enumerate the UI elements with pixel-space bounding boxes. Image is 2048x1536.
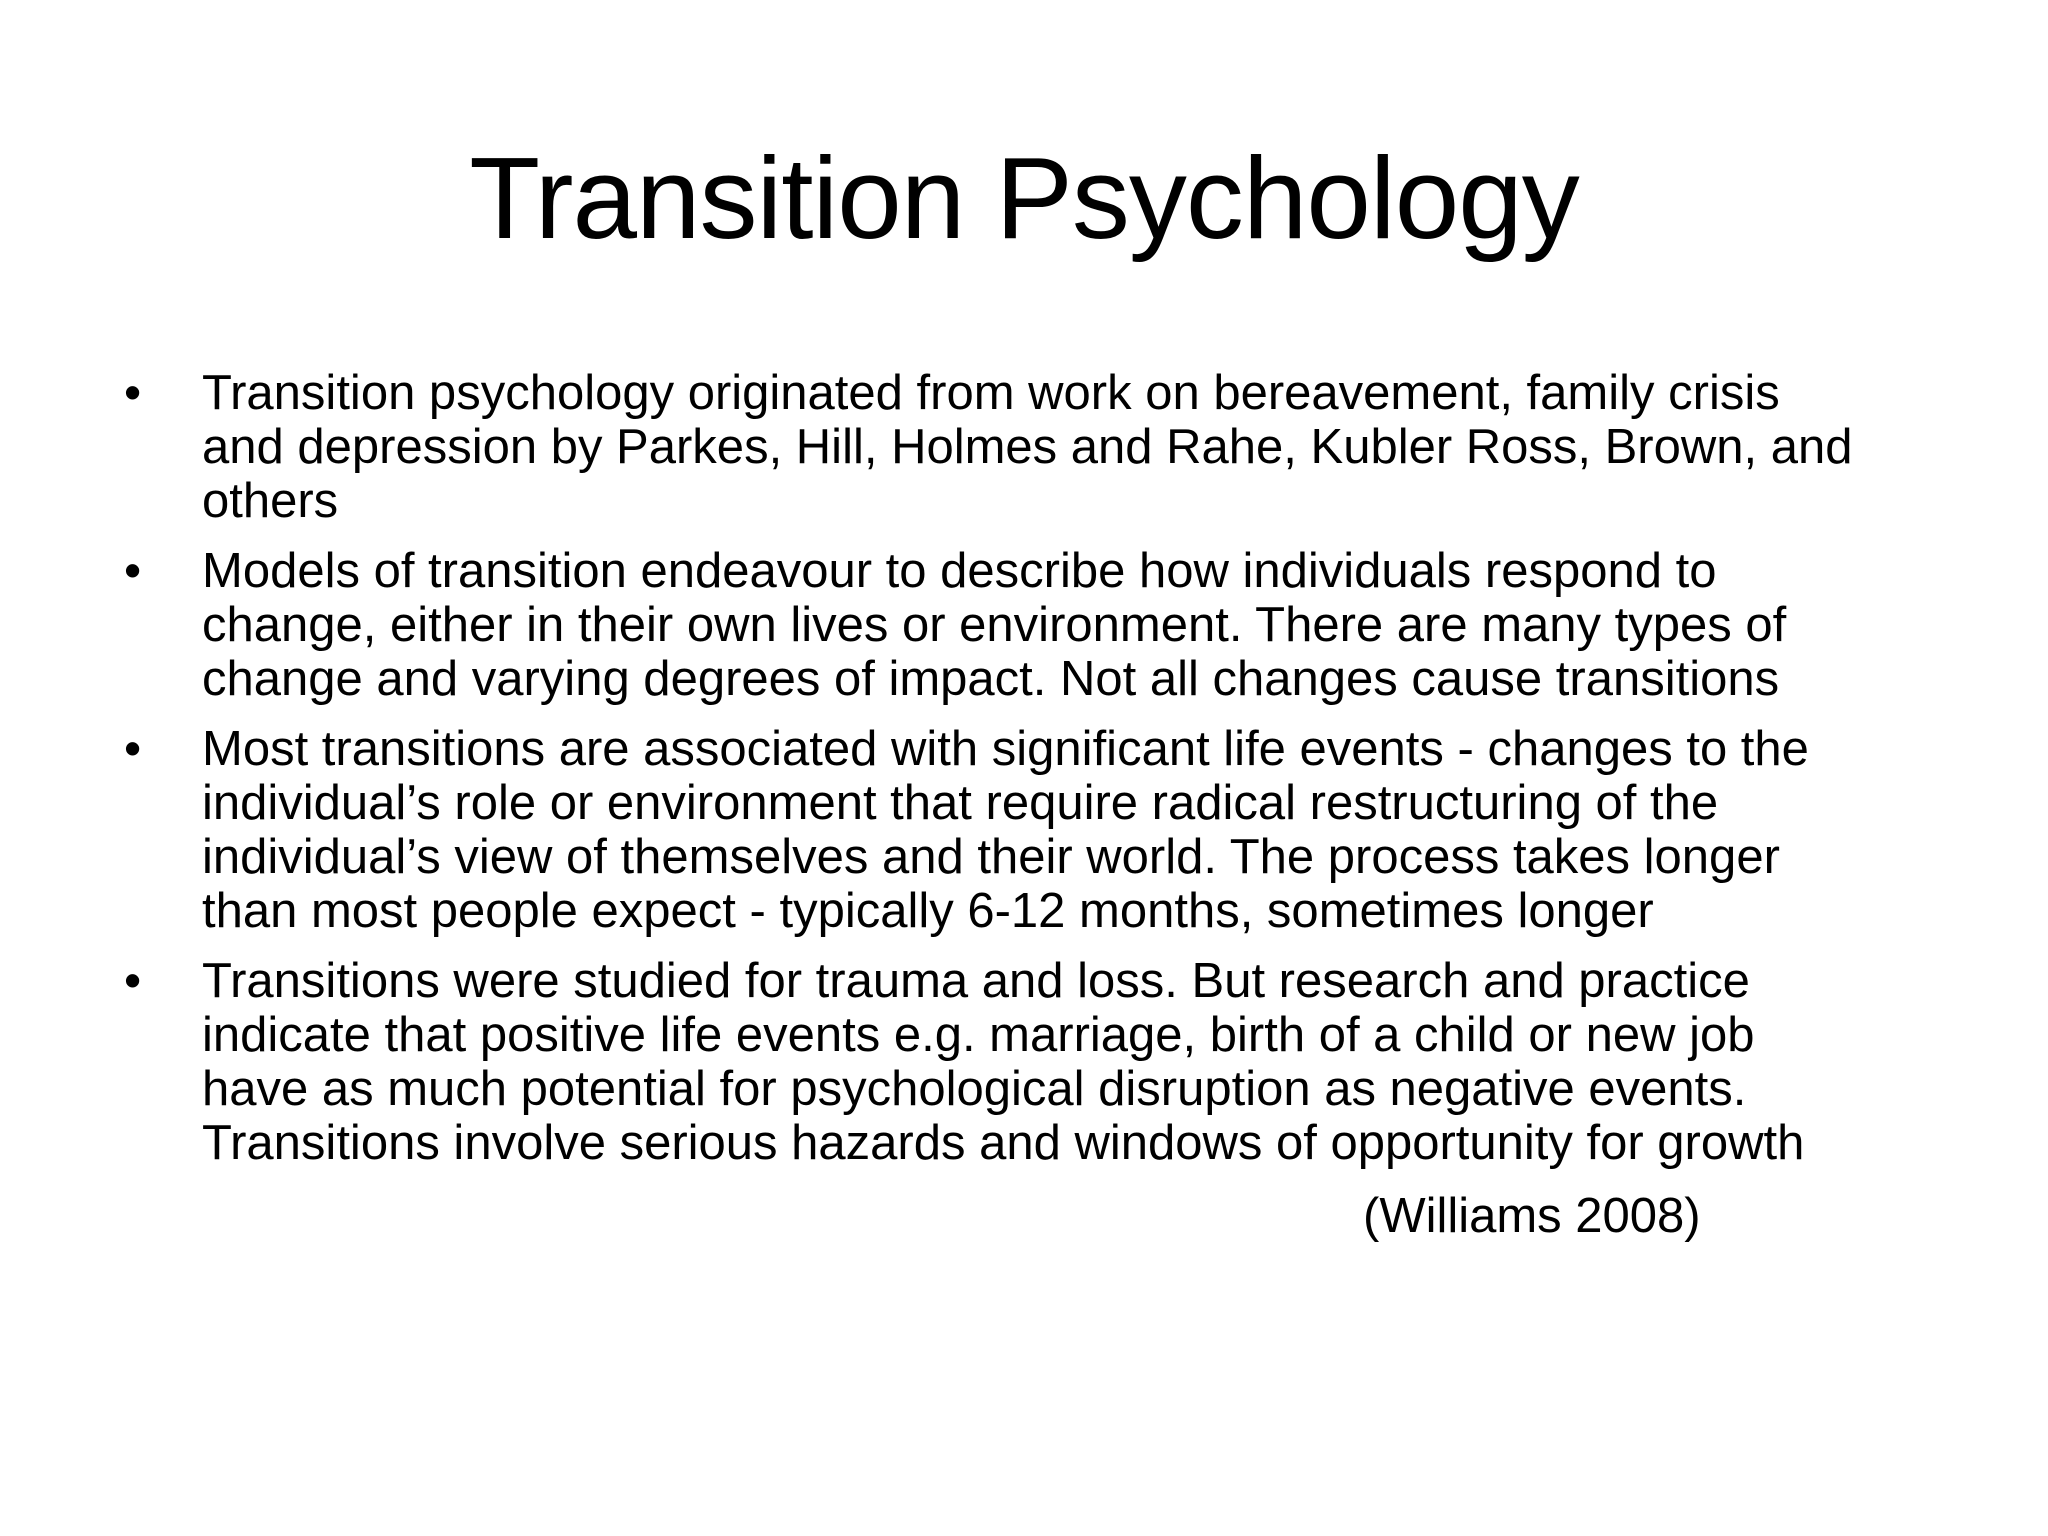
bullet-text-line: change, either in their own lives or environment. There are many types of xyxy=(202,598,1787,652)
citation: (Williams 2008) xyxy=(1363,1189,1701,1243)
slide-title: Transition Psychology xyxy=(469,133,1579,263)
bullet-text-line: Transitions involve serious hazards and windows of opportunity for growth xyxy=(202,1116,1805,1170)
bullet-text-line: individual’s role or environment that require radical restructuring of the xyxy=(202,776,1719,830)
bullet-list xyxy=(118,366,1978,1170)
bullet-text-line: have as much potential for psychological disruption as negative events. xyxy=(202,1062,1747,1116)
bullet-text-line: Transition psychology originated from work on bereavement, family crisis xyxy=(202,366,1780,420)
bullet-icon: • xyxy=(124,954,142,1008)
bullet-text-line: and depression by Parkes, Hill, Holmes and Rahe, Kubler Ross, Brown, and xyxy=(202,420,1853,474)
bullet-text-line: change and varying degrees of impact. Not all changes cause transitions xyxy=(202,652,1780,706)
bullet-icon: • xyxy=(124,366,142,420)
bullet-text-line: Models of transition endeavour to describe how individuals respond to xyxy=(202,544,1717,598)
bullet-icon: • xyxy=(124,722,142,776)
bullet-icon: • xyxy=(124,544,142,598)
bullet-text-line: individual’s view of themselves and their world. The process takes longer xyxy=(202,830,1780,884)
slide-body xyxy=(118,366,1978,1186)
bullet-text-line: Transitions were studied for trauma and loss. But research and practice xyxy=(202,954,1750,1008)
bullet-text-line: Most transitions are associated with significant life events - changes to the xyxy=(202,722,1809,776)
bullet-text-line: indicate that positive life events e.g. marriage, birth of a child or new job xyxy=(202,1008,1755,1062)
bullet-item xyxy=(118,544,1978,706)
bullet-item xyxy=(118,722,1978,938)
bullet-item xyxy=(118,954,1978,1170)
bullet-text-line: others xyxy=(202,474,339,528)
bullet-item xyxy=(118,366,1978,528)
bullet-text-line: than most people expect - typically 6-12 months, sometimes longer xyxy=(202,884,1654,938)
